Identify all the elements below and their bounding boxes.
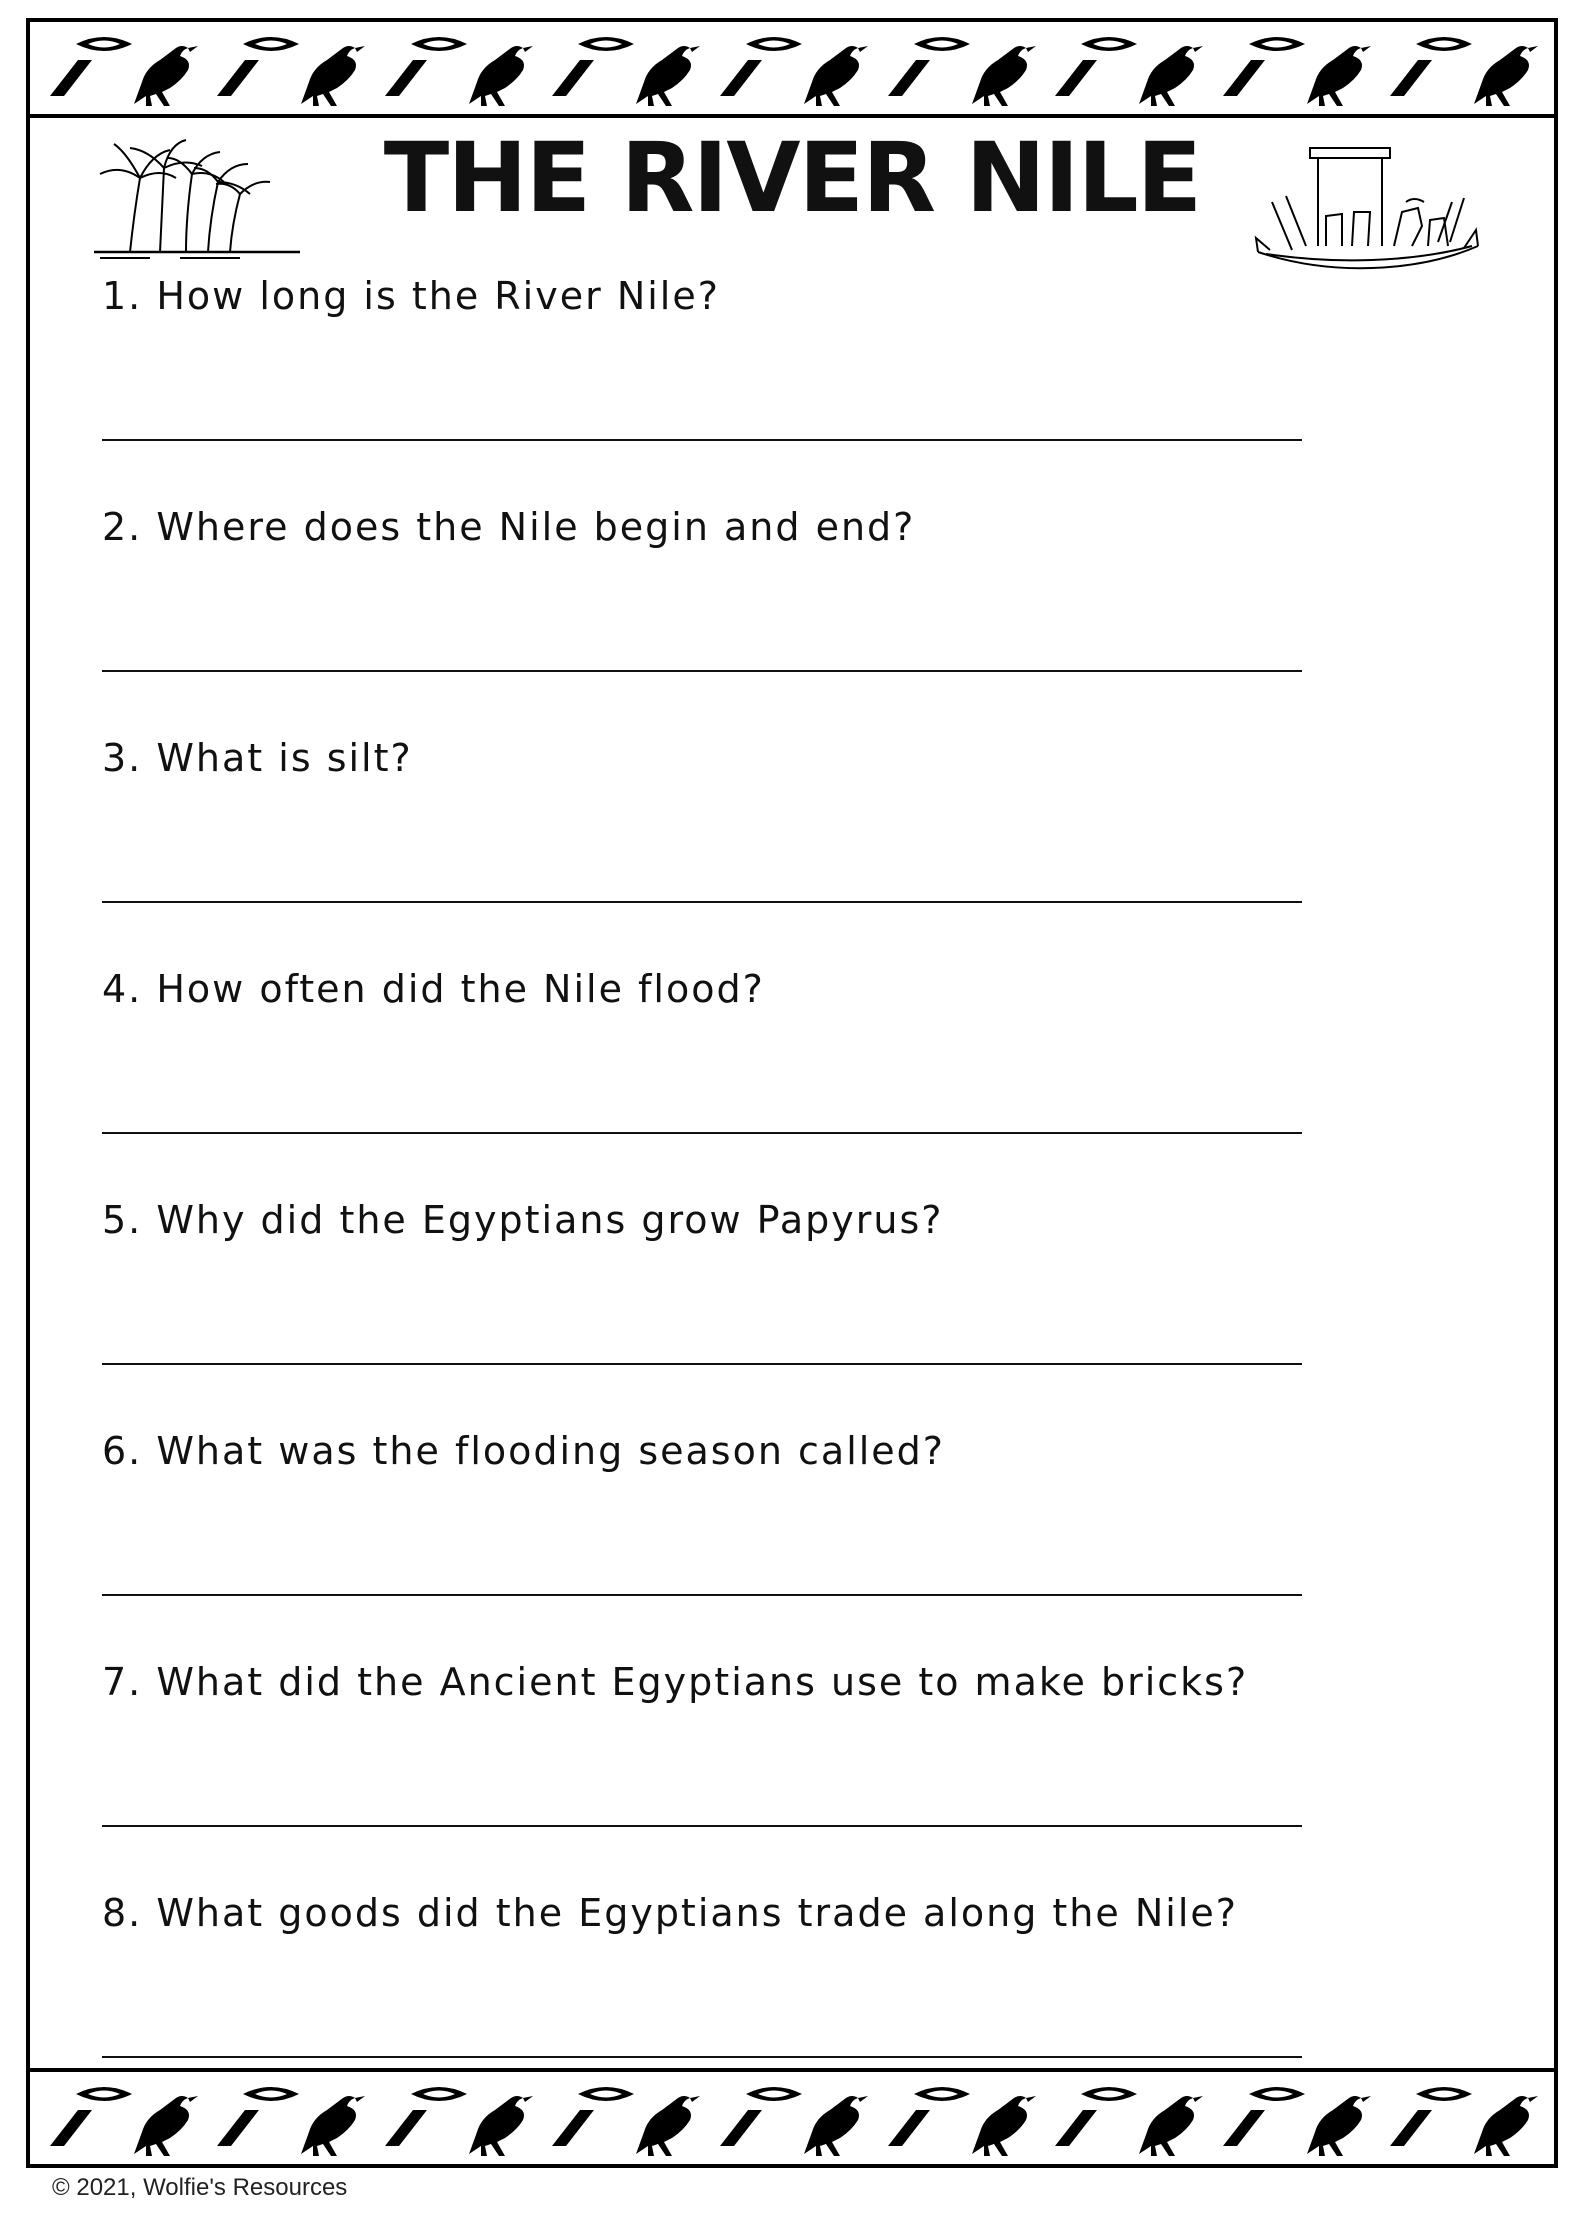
bird-and-eye-icon bbox=[1382, 2076, 1542, 2160]
question-item bbox=[102, 1198, 1362, 1429]
answer-line[interactable] bbox=[102, 439, 1302, 441]
answer-line[interactable] bbox=[102, 901, 1302, 903]
bird-and-eye-icon bbox=[712, 26, 872, 110]
bird-and-eye-icon bbox=[712, 2076, 872, 2160]
answer-line[interactable] bbox=[102, 670, 1302, 672]
bird-and-eye-icon bbox=[1047, 2076, 1207, 2160]
bird-and-eye-icon bbox=[544, 2076, 704, 2160]
answer-line[interactable] bbox=[102, 1363, 1302, 1365]
question-text: 8. What goods did the Egyptians trade along the Nile? bbox=[102, 1891, 1238, 1935]
answer-line[interactable] bbox=[102, 1132, 1302, 1134]
decorative-border-top bbox=[30, 22, 1554, 118]
question-text: 2. Where does the Nile begin and end? bbox=[102, 505, 916, 549]
question-text: 7. What did the Ancient Egyptians use to make bricks? bbox=[102, 1660, 1249, 1704]
question-item bbox=[102, 967, 1362, 1198]
question-text: 6. What was the flooding season called? bbox=[102, 1429, 945, 1473]
answer-line[interactable] bbox=[102, 2056, 1302, 2058]
bird-and-eye-icon bbox=[880, 2076, 1040, 2160]
worksheet-frame bbox=[26, 18, 1558, 2168]
question-item bbox=[102, 505, 1362, 736]
bird-and-eye-icon bbox=[377, 2076, 537, 2160]
copyright-footer: © 2021, Wolfie's Resources bbox=[52, 2174, 348, 2201]
bird-and-eye-icon bbox=[880, 26, 1040, 110]
bird-and-eye-icon bbox=[1215, 26, 1375, 110]
question-item bbox=[102, 274, 1362, 505]
answer-line[interactable] bbox=[102, 1825, 1302, 1827]
question-item bbox=[102, 1660, 1362, 1891]
decorative-border-bottom bbox=[30, 2068, 1554, 2164]
question-text: 4. How often did the Nile flood? bbox=[102, 967, 765, 1011]
question-text: 1. How long is the River Nile? bbox=[102, 274, 720, 318]
question-text: 5. Why did the Egyptians grow Papyrus? bbox=[102, 1198, 944, 1242]
bird-and-eye-icon bbox=[42, 2076, 202, 2160]
question-item bbox=[102, 736, 1362, 967]
bird-and-eye-icon bbox=[209, 2076, 369, 2160]
answer-line[interactable] bbox=[102, 1594, 1302, 1596]
bird-and-eye-icon bbox=[1215, 2076, 1375, 2160]
bird-and-eye-icon bbox=[1047, 26, 1207, 110]
question-item bbox=[102, 1429, 1362, 1660]
question-text: 3. What is silt? bbox=[102, 736, 413, 780]
bird-and-eye-icon bbox=[1382, 26, 1542, 110]
bird-and-eye-icon bbox=[377, 26, 537, 110]
page-title: THE RIVER NILE bbox=[383, 122, 1201, 234]
bird-and-eye-icon bbox=[209, 26, 369, 110]
bird-and-eye-icon bbox=[42, 26, 202, 110]
bird-and-eye-icon bbox=[544, 26, 704, 110]
question-list bbox=[102, 274, 1362, 2122]
